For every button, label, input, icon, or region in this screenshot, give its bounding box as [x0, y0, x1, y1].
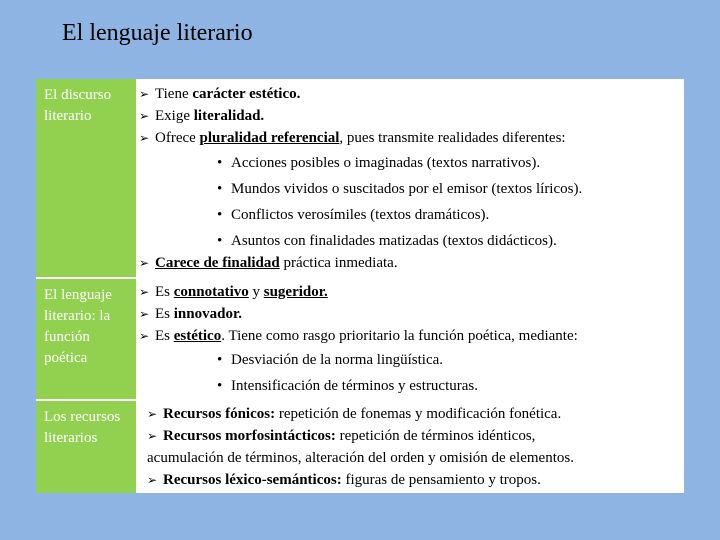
- arrow-bullet-icon: ➢: [147, 429, 158, 443]
- dot-bullet-icon: •: [217, 207, 223, 223]
- arrow-bullet-icon: ➢: [139, 307, 150, 321]
- arrow-bullet-icon: ➢: [139, 109, 150, 123]
- list-item: ➢ Ofrece pluralidad referencial, pues transmite realidades diferentes:: [139, 127, 566, 149]
- sub-list-item: • Intensificación de términos y estructuras.: [217, 375, 478, 397]
- table-row-recursos: [36, 401, 684, 493]
- slide-title: El lenguaje literario: [62, 20, 253, 46]
- row-content: [139, 79, 684, 277]
- list-item-continuation: acumulación de términos, alteración del orden y omisión de elementos.: [147, 450, 574, 466]
- list-item: ➢ Es estético. Tiene como rasgo prioritario la función poética, mediante:: [139, 325, 578, 347]
- sub-list-item: • Asuntos con finalidades matizadas (textos didácticos).: [217, 230, 557, 252]
- arrow-bullet-icon: ➢: [147, 407, 158, 421]
- table-row-discurso: [36, 79, 684, 277]
- row-label: El lenguaje literario: la función poética: [36, 279, 136, 399]
- arrow-bullet-icon: ➢: [147, 473, 158, 487]
- dot-bullet-icon: •: [217, 352, 223, 368]
- table-row-funcion-poetica: [36, 279, 684, 399]
- content-table: [36, 79, 684, 493]
- arrow-bullet-icon: ➢: [139, 329, 150, 343]
- list-item: ➢ Recursos léxico-semánticos: figuras de pensamiento y tropos.: [147, 469, 541, 491]
- list-item: ➢ Exige literalidad.: [139, 105, 264, 127]
- sub-list-item: • Conflictos verosímiles (textos dramáticos).: [217, 204, 489, 226]
- dot-bullet-icon: •: [217, 378, 223, 394]
- arrow-bullet-icon: ➢: [139, 87, 150, 101]
- dot-bullet-icon: •: [217, 181, 223, 197]
- list-item: ➢ Carece de finalidad práctica inmediata.: [139, 252, 398, 274]
- arrow-bullet-icon: ➢: [139, 285, 150, 299]
- row-content: [139, 279, 684, 399]
- arrow-bullet-icon: ➢: [139, 131, 150, 145]
- list-item: ➢ Recursos morfosintácticos: repetición de términos idénticos,: [147, 425, 535, 447]
- list-item: ➢ Es connotativo y sugeridor.: [139, 281, 328, 303]
- row-content: [139, 401, 684, 493]
- sub-list-item: • Desviación de la norma lingüística.: [217, 349, 443, 371]
- row-label: Los recursos literarios: [36, 401, 136, 493]
- dot-bullet-icon: •: [217, 155, 223, 171]
- sub-list-item: • Acciones posibles o imaginadas (textos narrativos).: [217, 152, 540, 174]
- dot-bullet-icon: •: [217, 233, 223, 249]
- list-item: ➢ Tiene carácter estético.: [139, 83, 300, 105]
- row-label: El discurso literario: [36, 79, 136, 277]
- arrow-bullet-icon: ➢: [139, 256, 150, 270]
- list-item: ➢ Recursos fónicos: repetición de fonemas y modificación fonética.: [147, 403, 561, 425]
- list-item: ➢ Es innovador.: [139, 303, 242, 325]
- sub-list-item: • Mundos vividos o suscitados por el emisor (textos líricos).: [217, 178, 582, 200]
